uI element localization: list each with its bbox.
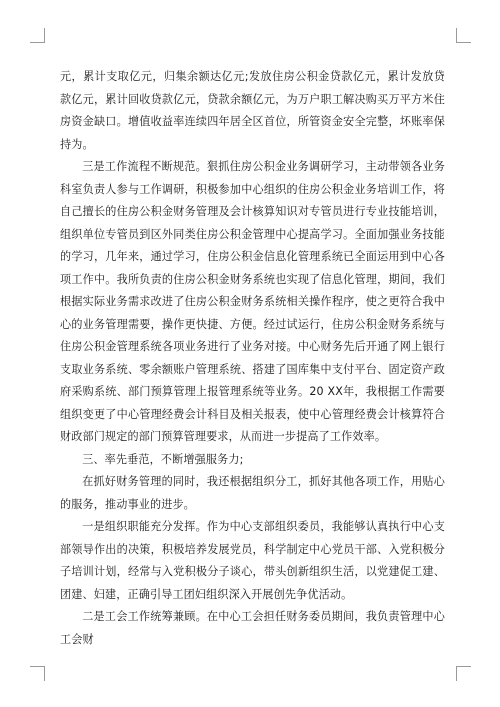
paragraph-union-work: 二是工会工作统筹兼顾。在中心工会担任财务委员期间，我负责管理中心工会财 [60, 610, 445, 646]
document-body [60, 66, 445, 651]
crop-mark-bottom-right [456, 666, 471, 681]
crop-mark-top-right [456, 28, 471, 43]
paragraph-fund-summary: 元，累计支取亿元，归集余额达亿元;发放住房公积金贷款亿元，累计发放贷款亿元，累计回收贷款亿元，贷款余额亿元，为万户职工解决购买万平方米住房资金缺口。增值收益率连续四年居全区首位，所管资金安全完整，坏账率保持为。 [60, 70, 445, 151]
section-heading-lead-by-example: 三、率先垂范，不断增强服务力; [82, 452, 244, 466]
paragraph-workflow-standardized: 三是工作流程不断规范。狠抓住房公积金业务调研学习，主动带领各业务科室负责人参与工作调研，积极参加中心组织的住房公积金业务培训工作，将自己擅长的住房公积金财务管理及会计核算知识对专管员进行专业技能培训，组织单位专管员到区外同类住房公积金管理中心提高学习。全面加强业务技能的学习，几年来，通过学习，住房公积金信息化管理系统已全面运用到中心各项工作中。我所负责的住房公积金财务系统也实现了信息化管理，期间，我们根据实际业务需求改进了住房公积金财务系统相关操作程序，使之更符合我中心的业务管理需要，操作更快捷、方便。经过试运行，住房公积金财务系统与住房公积金管理系统各项业务进行了业务对接。中心财务先后开通了网上银行支取业务系统、零余额账户管理系统、搭建了国库集中支付平台、固定资产政府采购系统、部门预算管理上报管理系统等业务。20 XX年，我根据工作需要组织变更了中心管理经费会计科目及相关报表，使中心管理经费会计核算符合财政部门规定的部门预算管理要求，从而进一步提高了工作效率。 [60, 160, 445, 443]
crop-mark-top-left [30, 28, 45, 43]
paragraph-other-work: 在抓好财务管理的同时，我还根据组织分工，抓好其他各项工作，用贴心的服务，推动事业的进步。 [60, 475, 445, 511]
paragraph-organization-role: 一是组织职能充分发挥。作为中心支部组织委员，我能够认真执行中心支部领导作出的决策，积极培养发展党员，科学制定中心党员干部、入党积极分子培训计划，经常与入党积极分子谈心，带头创新组织生活，以党建促工建、团建、妇建，正确引导工团妇组织深入开展创先争优活动。 [60, 520, 445, 601]
crop-mark-bottom-left [30, 666, 45, 681]
